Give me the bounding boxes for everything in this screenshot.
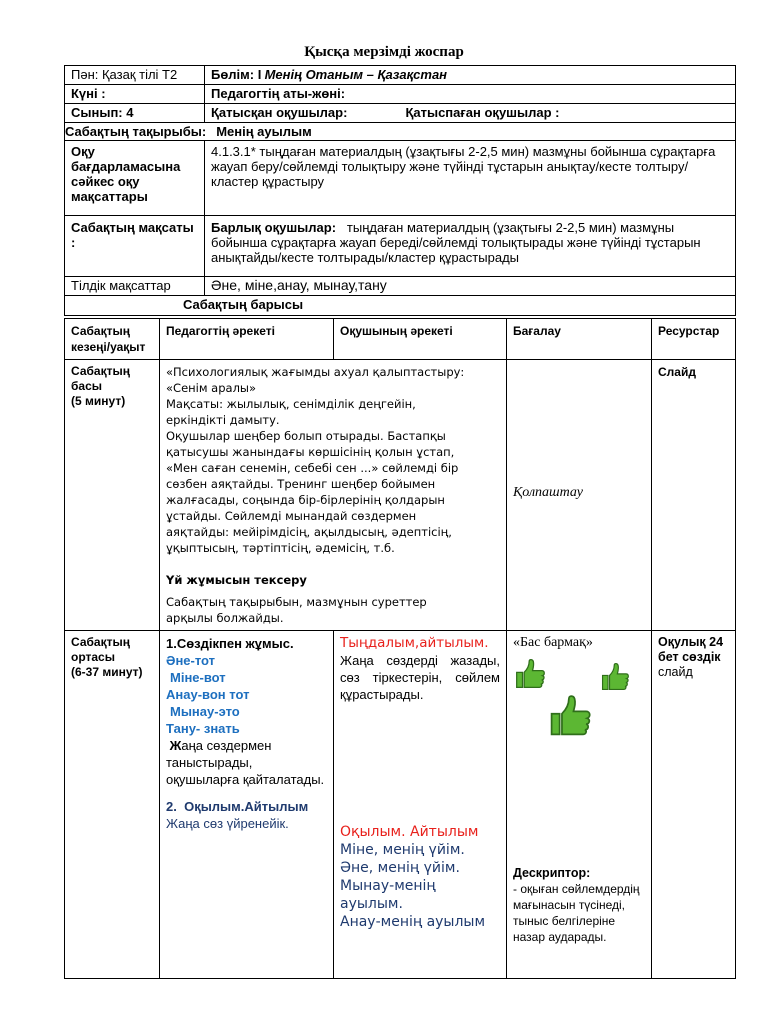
absent-label: Қатыспаған оқушылар : bbox=[405, 105, 560, 120]
lesson-goal-label: Сабақтың мақсаты : bbox=[65, 216, 205, 277]
resources-start: Слайд bbox=[652, 360, 736, 631]
resources-middle-title: Оқулық 24 бет сөздік bbox=[658, 635, 724, 664]
reading-title: 2. Оқылым.Айтылым bbox=[166, 799, 309, 814]
subject-cell: Пән: Қазақ тілі Т2 bbox=[65, 66, 205, 85]
class-cell: Сынып: 4 bbox=[65, 104, 205, 123]
lesson-goal-text: тыңдаған материалдың (ұзақтығы 2-2,5 мин) мазмұны бойынша сұрақтарға жауап береді/сөйлемді толықтырады және түйінді тұстарын анықтайды/кесте толтырады/кластер құрастырады bbox=[211, 220, 701, 265]
vocab-word: Тану- знать bbox=[166, 721, 240, 736]
descriptor-text: - оқыған сөйлемдердің мағынасын түсінеді, тыныс белгілеріне назар аударады. bbox=[513, 882, 640, 944]
col-stage: Сабақтың кезеңі/уақыт bbox=[65, 319, 160, 360]
lesson-middle-row bbox=[65, 631, 736, 979]
thumbs-up-icon bbox=[547, 695, 593, 737]
stage-start-name: Сабақтың басы bbox=[71, 364, 130, 393]
student-title2: Оқылым. Айтылым bbox=[340, 824, 479, 840]
assessment-middle-title: «Бас бармақ» bbox=[513, 635, 593, 650]
lang-label: Тілдік мақсаттар bbox=[65, 277, 205, 296]
descriptor-block bbox=[513, 865, 645, 945]
lesson-start-row bbox=[65, 360, 736, 631]
col-resources: Ресурстар bbox=[652, 319, 736, 360]
col-teacher: Педагогтің әрекеті bbox=[160, 319, 334, 360]
vocab-title: 1.Сөздікпен жұмыс. bbox=[166, 636, 294, 651]
resources-middle-text: слайд bbox=[658, 665, 693, 679]
vocab-word: Міне-вот bbox=[170, 670, 226, 685]
stage-middle-name: Сабақтың ортасы bbox=[71, 635, 130, 664]
stage-start-time: (5 минут) bbox=[71, 394, 126, 408]
topic-value: Менің ауылым bbox=[216, 124, 312, 139]
assessment-middle bbox=[507, 631, 652, 979]
student-line: Анау-менің ауылым bbox=[340, 914, 486, 930]
vocab-note bbox=[166, 737, 327, 788]
student-line: Мынау-менің ауылым. bbox=[340, 878, 436, 912]
reading-text: Жаңа сөз үйренейік. bbox=[166, 816, 289, 831]
student-line: Міне, менің үйім. bbox=[340, 842, 465, 858]
objectives-value: 4.1.3.1* тыңдаған материалдың (ұзақтығы 2-2,5 мин) мазмұны бойынша сұрақтарға жауап беру/сөйлемді толықтыру және түйінді тұстарын анықтау/кесте толтыру/кластер құрастыру bbox=[205, 141, 736, 216]
teacher-start-line: Мақсаты: жылылық, сенімділік деңгейін, еркіндікті дамыту. bbox=[166, 397, 416, 427]
stage-middle-time: (6-37 минут) bbox=[71, 665, 143, 679]
stage-middle bbox=[65, 631, 160, 979]
present-label: Қатысқан оқушылар: bbox=[211, 105, 348, 120]
objectives-label: Оқу бағдарламасына сәйкес оқу мақсаттары bbox=[65, 141, 205, 216]
teacher-start-line: «Психологиялық жағымды ахуал қалыптастыру: bbox=[166, 365, 465, 379]
columns-row bbox=[65, 319, 736, 360]
teacher-start-line: «Сенім аралы» bbox=[166, 381, 257, 395]
student-reading-block bbox=[340, 823, 502, 931]
col-student: Оқушының әрекеті bbox=[334, 319, 507, 360]
section-cell bbox=[205, 66, 736, 85]
header-table bbox=[64, 65, 736, 316]
teacher-middle bbox=[160, 631, 334, 979]
homework-title: Үй жұмысын тексеру bbox=[166, 573, 307, 587]
attendance-cell bbox=[205, 104, 736, 123]
section-label: Бөлім: І bbox=[211, 67, 262, 82]
progress-label: Сабақтың барысы bbox=[65, 296, 736, 316]
teacher-start bbox=[160, 360, 507, 631]
day-cell: Күні : bbox=[65, 85, 205, 104]
assessment-start bbox=[507, 360, 652, 631]
vocab-word: Мынау-это bbox=[170, 704, 240, 719]
thumbs-up-icon bbox=[513, 659, 547, 689]
lesson-goal-prefix: Барлық оқушылар: bbox=[211, 220, 337, 235]
teacher-cell: Педагогтің аты-жөні: bbox=[205, 85, 736, 104]
homework-text: Сабақтың тақырыбын, мазмұнын суреттер арқылы болжайды. bbox=[166, 595, 427, 625]
col-assessment: Бағалау bbox=[507, 319, 652, 360]
descriptor-title: Дескриптор: bbox=[513, 866, 591, 880]
lesson-table bbox=[64, 318, 736, 979]
lang-value: Әне, міне,анау, мынау,тану bbox=[205, 277, 736, 296]
vocab-word: Анау-вон тот bbox=[166, 687, 250, 702]
teacher-start-line: Оқушылар шеңбер болып отырады. Бастапқы қатысушы жанындағы көршісінің қолын ұстап, «Мен саған сенемін, себебі сен ...» сөйлемді бір сөзбен аяқтайды. Тренинг шеңбер бойымен жалғасады, соңында бір-бірлерінің қолдарын ұстайды. Сөйлемді мынандай сөздермен аяқтайды: мейірімдісің, ақылдысың, әдептісің, ұқыптысың, тәртіптісің, әдемісің, т.б. bbox=[166, 429, 459, 555]
student-title: Тыңдалым,айтылым. bbox=[340, 635, 489, 651]
vocab-note-rest: аңа сөздермен таныстырады, оқушыларға қайталатады. bbox=[166, 738, 325, 787]
thumbs-up-icon bbox=[599, 663, 631, 691]
student-text: Жаңа сөздерді жазады, сөз тіркестерін, сөйлем құрастырады. bbox=[340, 653, 500, 702]
page-title: Қысқа мерзімді жоспар bbox=[304, 44, 464, 60]
vocab-note-bold: Ж bbox=[169, 738, 182, 753]
vocab-word: Әне-тот bbox=[166, 653, 216, 668]
section-value: Менің Отаным – Қазақстан bbox=[264, 67, 448, 82]
student-line: Әне, менің үйім. bbox=[340, 860, 460, 876]
student-middle bbox=[334, 631, 507, 979]
stage-start bbox=[65, 360, 160, 631]
assessment-start-text: Қолпаштау bbox=[513, 485, 583, 500]
lesson-goal-value bbox=[205, 216, 736, 277]
resources-middle bbox=[652, 631, 736, 979]
topic-cell bbox=[65, 123, 736, 141]
topic-label: Сабақтың тақырыбы: bbox=[65, 124, 207, 139]
